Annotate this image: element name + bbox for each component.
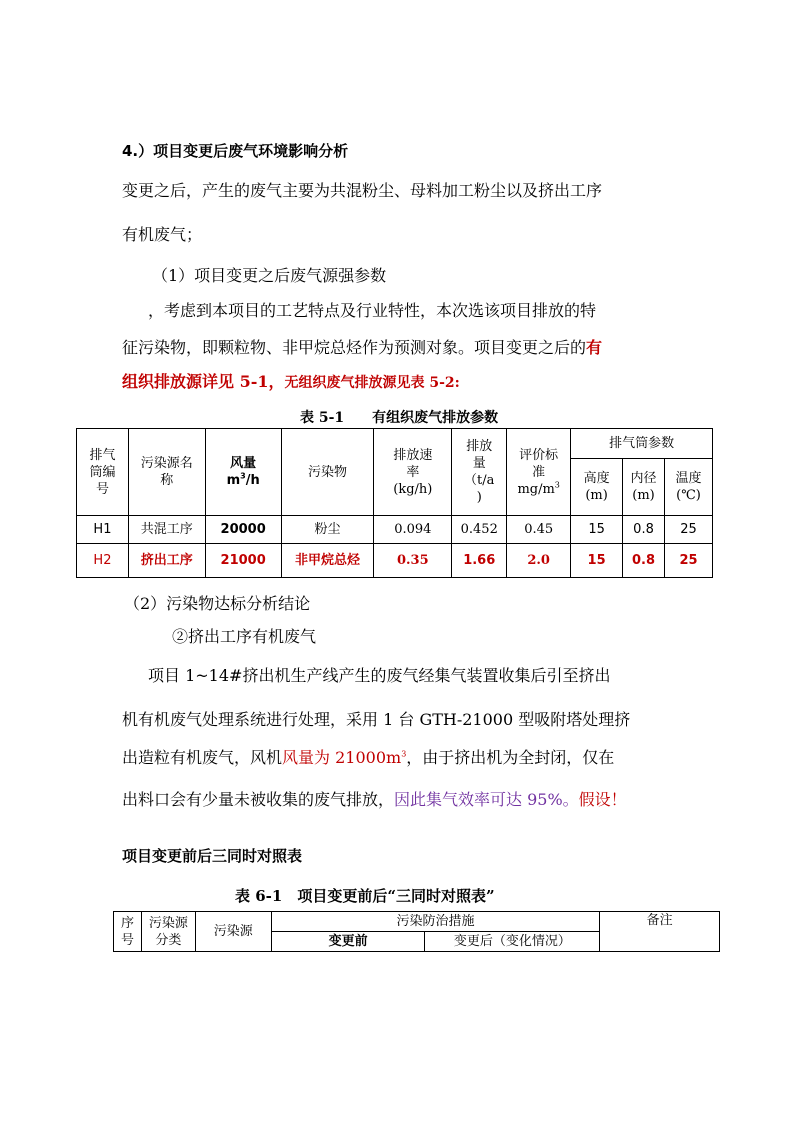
cell-amount: 1.66	[452, 544, 507, 578]
subsection-1-title: （1）项目变更之后废气源强参数	[152, 266, 387, 285]
header-temperature: 温度 (℃)	[664, 459, 712, 516]
cell-height: 15	[571, 516, 623, 544]
table-row	[77, 544, 713, 578]
cell-pollutant: 非甲烷总烃	[281, 544, 374, 578]
cell-diameter: 0.8	[623, 516, 665, 544]
paragraph-2-line-1: ，考虑到本项目的工艺特点及行业特性，本次选该项目排放的特	[148, 301, 597, 320]
paragraph-2-line-2-red: 有	[586, 338, 603, 357]
header-after: 变更后（变化情况）	[425, 932, 600, 952]
table-row	[77, 516, 713, 544]
cell-height: 15	[571, 544, 623, 578]
conclusion-line-3	[122, 748, 614, 768]
section-heading-4: 4.）项目变更后废气环境影响分析	[122, 142, 349, 160]
conclusion-line-4-red: 假设！	[578, 790, 627, 809]
compare-heading: 项目变更前后三同时对照表	[122, 847, 303, 865]
cell-standard: 2.0	[507, 544, 571, 578]
header-measures: 污染防治措施	[271, 912, 599, 932]
conclusion-line-4-purple: 因此集气效率可达 95%。	[394, 790, 579, 809]
paragraph-2-line-3	[122, 372, 460, 393]
paragraph-2-line-3-red: 组织排放源详见 5-1，	[122, 372, 285, 391]
header-before: 变更前	[271, 932, 425, 952]
item-2-title: ②挤出工序有机废气	[172, 627, 317, 646]
header-rate: 排放速 率 (kg/h)	[374, 429, 452, 516]
header-source: 污染源名 称	[128, 429, 205, 516]
conclusion-line-4	[122, 790, 627, 810]
cell-code: H2	[77, 544, 129, 578]
cell-pollutant: 粉尘	[281, 516, 374, 544]
cell-source: 挤出工序	[128, 544, 205, 578]
subsection-2-title: （2）污染物达标分析结论	[124, 594, 311, 613]
header-height: 高度 (m)	[571, 459, 623, 516]
conclusion-line-3-sup: 3	[401, 749, 407, 759]
paragraph-2-line-2	[122, 338, 602, 358]
header-category: 污染源 分类	[141, 912, 195, 952]
cell-temperature: 25	[664, 544, 712, 578]
conclusion-line-4-a: 出料口会有少量未被收集的废气排放，	[122, 790, 395, 809]
header-diameter: 内径 (m)	[623, 459, 665, 516]
intro-line-2: 有机废气；	[122, 225, 203, 244]
cell-amount: 0.452	[452, 516, 507, 544]
header-stack-params: 排气筒参数	[571, 429, 713, 459]
cell-source: 共混工序	[128, 516, 205, 544]
cell-diameter: 0.8	[623, 544, 665, 578]
header-code: 排气 筒编 号	[77, 429, 129, 516]
paragraph-2-line-3-red-small: 无组织废气排放源见表 5-2:	[284, 375, 460, 391]
table-5-1	[76, 428, 713, 578]
paragraph-2-line-2-text: 征污染物，即颗粒物、非甲烷总烃作为预测对象。项目变更之后的	[122, 338, 587, 357]
header-source: 污染源	[195, 912, 271, 952]
cell-flow: 20000	[205, 516, 281, 544]
intro-line-1: 变更之后，产生的废气主要为共混粉尘、母料加工粉尘以及挤出工序	[122, 181, 603, 200]
cell-rate: 0.094	[374, 516, 452, 544]
header-amount: 排放 量 （t/a )	[452, 429, 507, 516]
cell-flow: 21000	[205, 544, 281, 578]
header-pollutant: 污染物	[281, 429, 374, 516]
conclusion-line-3-b: ，由于挤出机为全封闭，仅在	[406, 748, 615, 767]
table-6-1	[113, 911, 720, 952]
table-6-1-caption: 表 6-1 项目变更前后“三同时对照表”	[235, 887, 495, 905]
table-5-1-caption: 表 5-1 有组织废气排放参数	[300, 410, 499, 426]
cell-standard: 0.45	[507, 516, 571, 544]
header-remark: 备注	[600, 912, 720, 952]
conclusion-line-3-red: 风量为 21000m	[282, 748, 402, 767]
conclusion-line-2: 机有机废气处理系统进行处理，采用 1 台 GTH-21000 型吸附塔处理挤	[122, 710, 631, 729]
header-no: 序 号	[114, 912, 142, 952]
conclusion-line-1: 项目 1~14#挤出机生产线产生的废气经集气装置收集后引至挤出	[148, 666, 611, 685]
conclusion-line-3-a: 出造粒有机废气，风机	[122, 748, 283, 767]
cell-temperature: 25	[664, 516, 712, 544]
cell-code: H1	[77, 516, 129, 544]
header-standard: 评价标 准 $mg/m^3$	[507, 429, 571, 516]
cell-rate: 0.35	[374, 544, 452, 578]
header-flow: 风量 $m^3/h$	[205, 429, 281, 516]
